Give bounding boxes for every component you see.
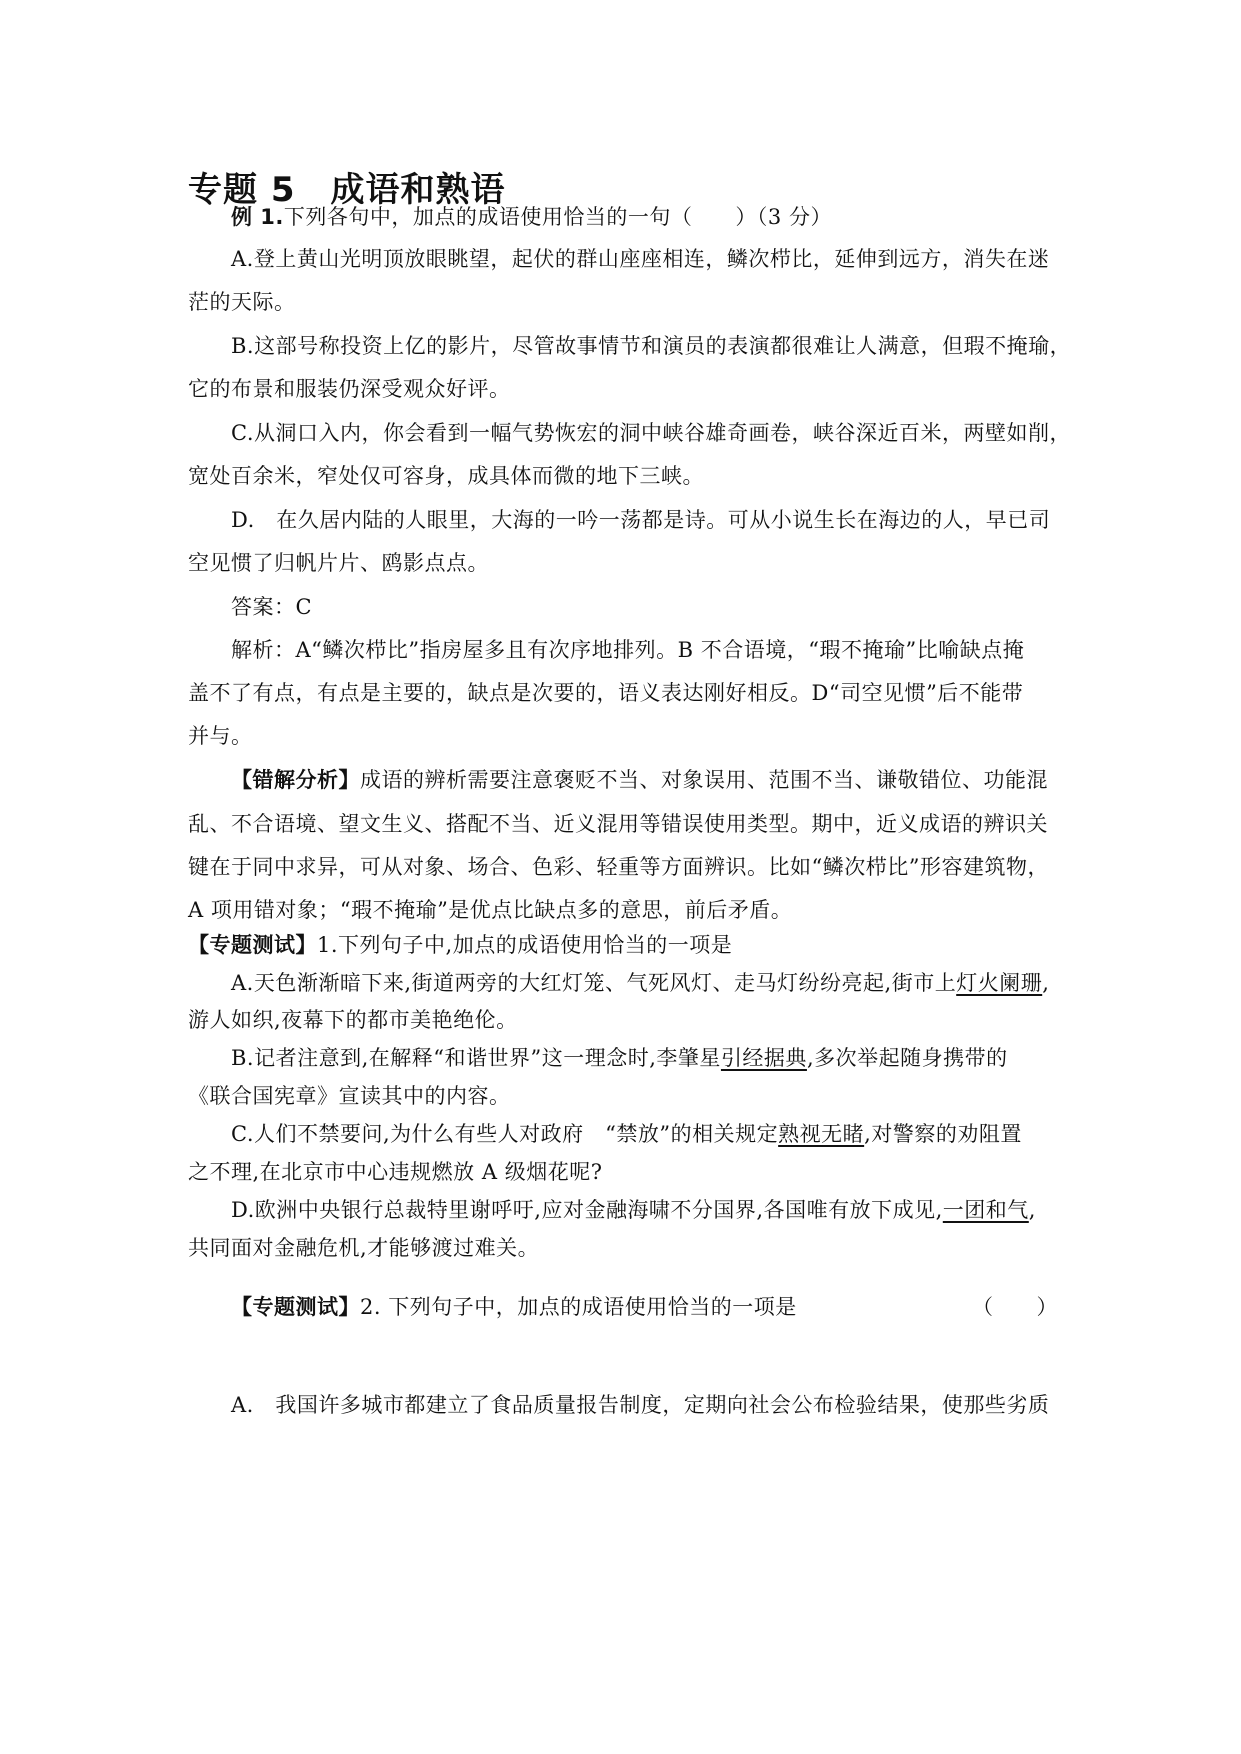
example-option-a-line1: A.登上黄山光明顶放眼眺望，起伏的群山座座相连，鳞次栉比，延伸到远方，消失在迷 xyxy=(231,247,1050,271)
test1-a-text: A.天色渐渐暗下来,街道两旁的大红灯笼、气死风灯、走马灯纷纷亮起,街市上 xyxy=(231,971,957,995)
test1-a-punct: , xyxy=(1042,971,1050,995)
test1-question-text: 1.下列句子中,加点的成语使用恰当的一项是 xyxy=(317,933,733,957)
example-option-b-line2: 它的布景和服装仍深受观众好评。 xyxy=(188,377,511,401)
test1-b-text: B.记者注意到,在解释“和谐世界”这一理念时,李肇星 xyxy=(231,1046,721,1070)
example-analysis-line1: 解析：A“鳞次栉比”指房屋多且有次序地排列。B 不合语境，“瑕不掩瑜”比喻缺点掩 xyxy=(231,638,1025,662)
error-analysis-text: 成语的辨析需要注意褒贬不当、对象误用、范围不当、谦敬错位、功能混 xyxy=(360,768,1048,792)
example-option-b-line1: B.这部号称投资上亿的影片，尽管故事情节和演员的表演都很难让人满意，但瑕不掩瑜， xyxy=(231,334,1072,358)
page-title: 专题 5 成语和熟语 xyxy=(188,170,506,210)
test1-option-c-line1 xyxy=(231,1119,1022,1149)
test1-option-b-line2: 《联合国宪章》宣读其中的内容。 xyxy=(188,1084,511,1108)
example-option-c-line2: 宽处百余米，窄处仅可容身，成具体而微的地下三峡。 xyxy=(188,464,704,488)
test1-option-a-line1 xyxy=(231,968,1049,998)
example-option-d-line2: 空见惯了归帆片片、鸥影点点。 xyxy=(188,551,489,575)
test2-answer-bracket: （ ） xyxy=(972,1295,1058,1319)
error-analysis-line1 xyxy=(231,765,1048,795)
example-answer: 答案：C xyxy=(231,595,313,619)
test1-option-c-line2: 之不理,在北京市中心违规燃放 A 级烟花呢? xyxy=(188,1160,603,1184)
example-analysis-line3: 并与。 xyxy=(188,724,253,748)
test1-d-text: D.欧洲中央银行总裁特里谢呼吁,应对金融海啸不分国界,各国唯有放下成见, xyxy=(231,1198,943,1222)
test1-d-punct: , xyxy=(1028,1198,1036,1222)
test2-label: 【专题测试】 xyxy=(231,1295,360,1319)
test1-label: 【专题测试】 xyxy=(188,933,317,957)
test1-b-text-after: ,多次举起随身携带的 xyxy=(806,1046,1008,1070)
error-analysis-line3: 键在于同中求异，可从对象、场合、色彩、轻重等方面辨识。比如“鳞次栉比”形容建筑物， xyxy=(188,855,1049,879)
example-analysis-line2: 盖不了有点，有点是主要的，缺点是次要的，语义表达刚好相反。D“司空见惯”后不能带 xyxy=(188,681,1024,705)
example-question-text: 下列各句中，加点的成语使用恰当的一句（ ）（3 分） xyxy=(283,205,832,229)
test1-option-d-line1 xyxy=(231,1195,1036,1225)
error-analysis-label: 【错解分析】 xyxy=(231,768,360,792)
example-option-d-line1: D. 在久居内陆的人眼里，大海的一吟一荡都是诗。可从小说生长在海边的人，早已司 xyxy=(231,508,1051,532)
test2-question-text: 2. 下列句子中，加点的成语使用恰当的一项是 xyxy=(360,1295,797,1319)
test2-question xyxy=(231,1292,797,1322)
test2-option-a-line1: A. 我国许多城市都建立了食品质量报告制度，定期向社会公布检验结果，使那些劣质 xyxy=(231,1393,1050,1417)
example-option-a-line2: 茫的天际。 xyxy=(188,290,296,314)
test1-c-idiom: 熟视无睹 xyxy=(778,1122,865,1146)
example-question xyxy=(231,202,832,232)
test1-b-idiom: 引经据典 xyxy=(720,1046,807,1070)
error-analysis-line4: A 项用错对象；“瑕不掩瑜”是优点比缺点多的意思，前后矛盾。 xyxy=(188,898,793,922)
test1-option-d-line2: 共同面对金融危机,才能够渡过难关。 xyxy=(188,1236,540,1260)
test1-c-text: C.人们不禁要问,为什么有些人对政府 “禁放”的相关规定 xyxy=(231,1122,779,1146)
example-option-c-line1: C.从洞口入内，你会看到一幅气势恢宏的洞中峡谷雄奇画卷，峡谷深近百米，两壁如削， xyxy=(231,421,1071,445)
test1-option-a-line2: 游人如织,夜幕下的都市美艳绝伦。 xyxy=(188,1008,518,1032)
test1-c-text-after: ,对警察的劝阻置 xyxy=(864,1122,1022,1146)
error-analysis-line2: 乱、不合语境、望文生义、搭配不当、近义混用等错误使用类型。期中，近义成语的辨识关 xyxy=(188,812,1048,836)
test1-d-idiom: 一团和气 xyxy=(942,1198,1029,1222)
test1-option-b-line1 xyxy=(231,1043,1008,1073)
example-label: 例 1. xyxy=(231,205,284,229)
test1-question xyxy=(188,930,732,960)
test1-a-idiom: 灯火阑珊 xyxy=(956,971,1043,995)
